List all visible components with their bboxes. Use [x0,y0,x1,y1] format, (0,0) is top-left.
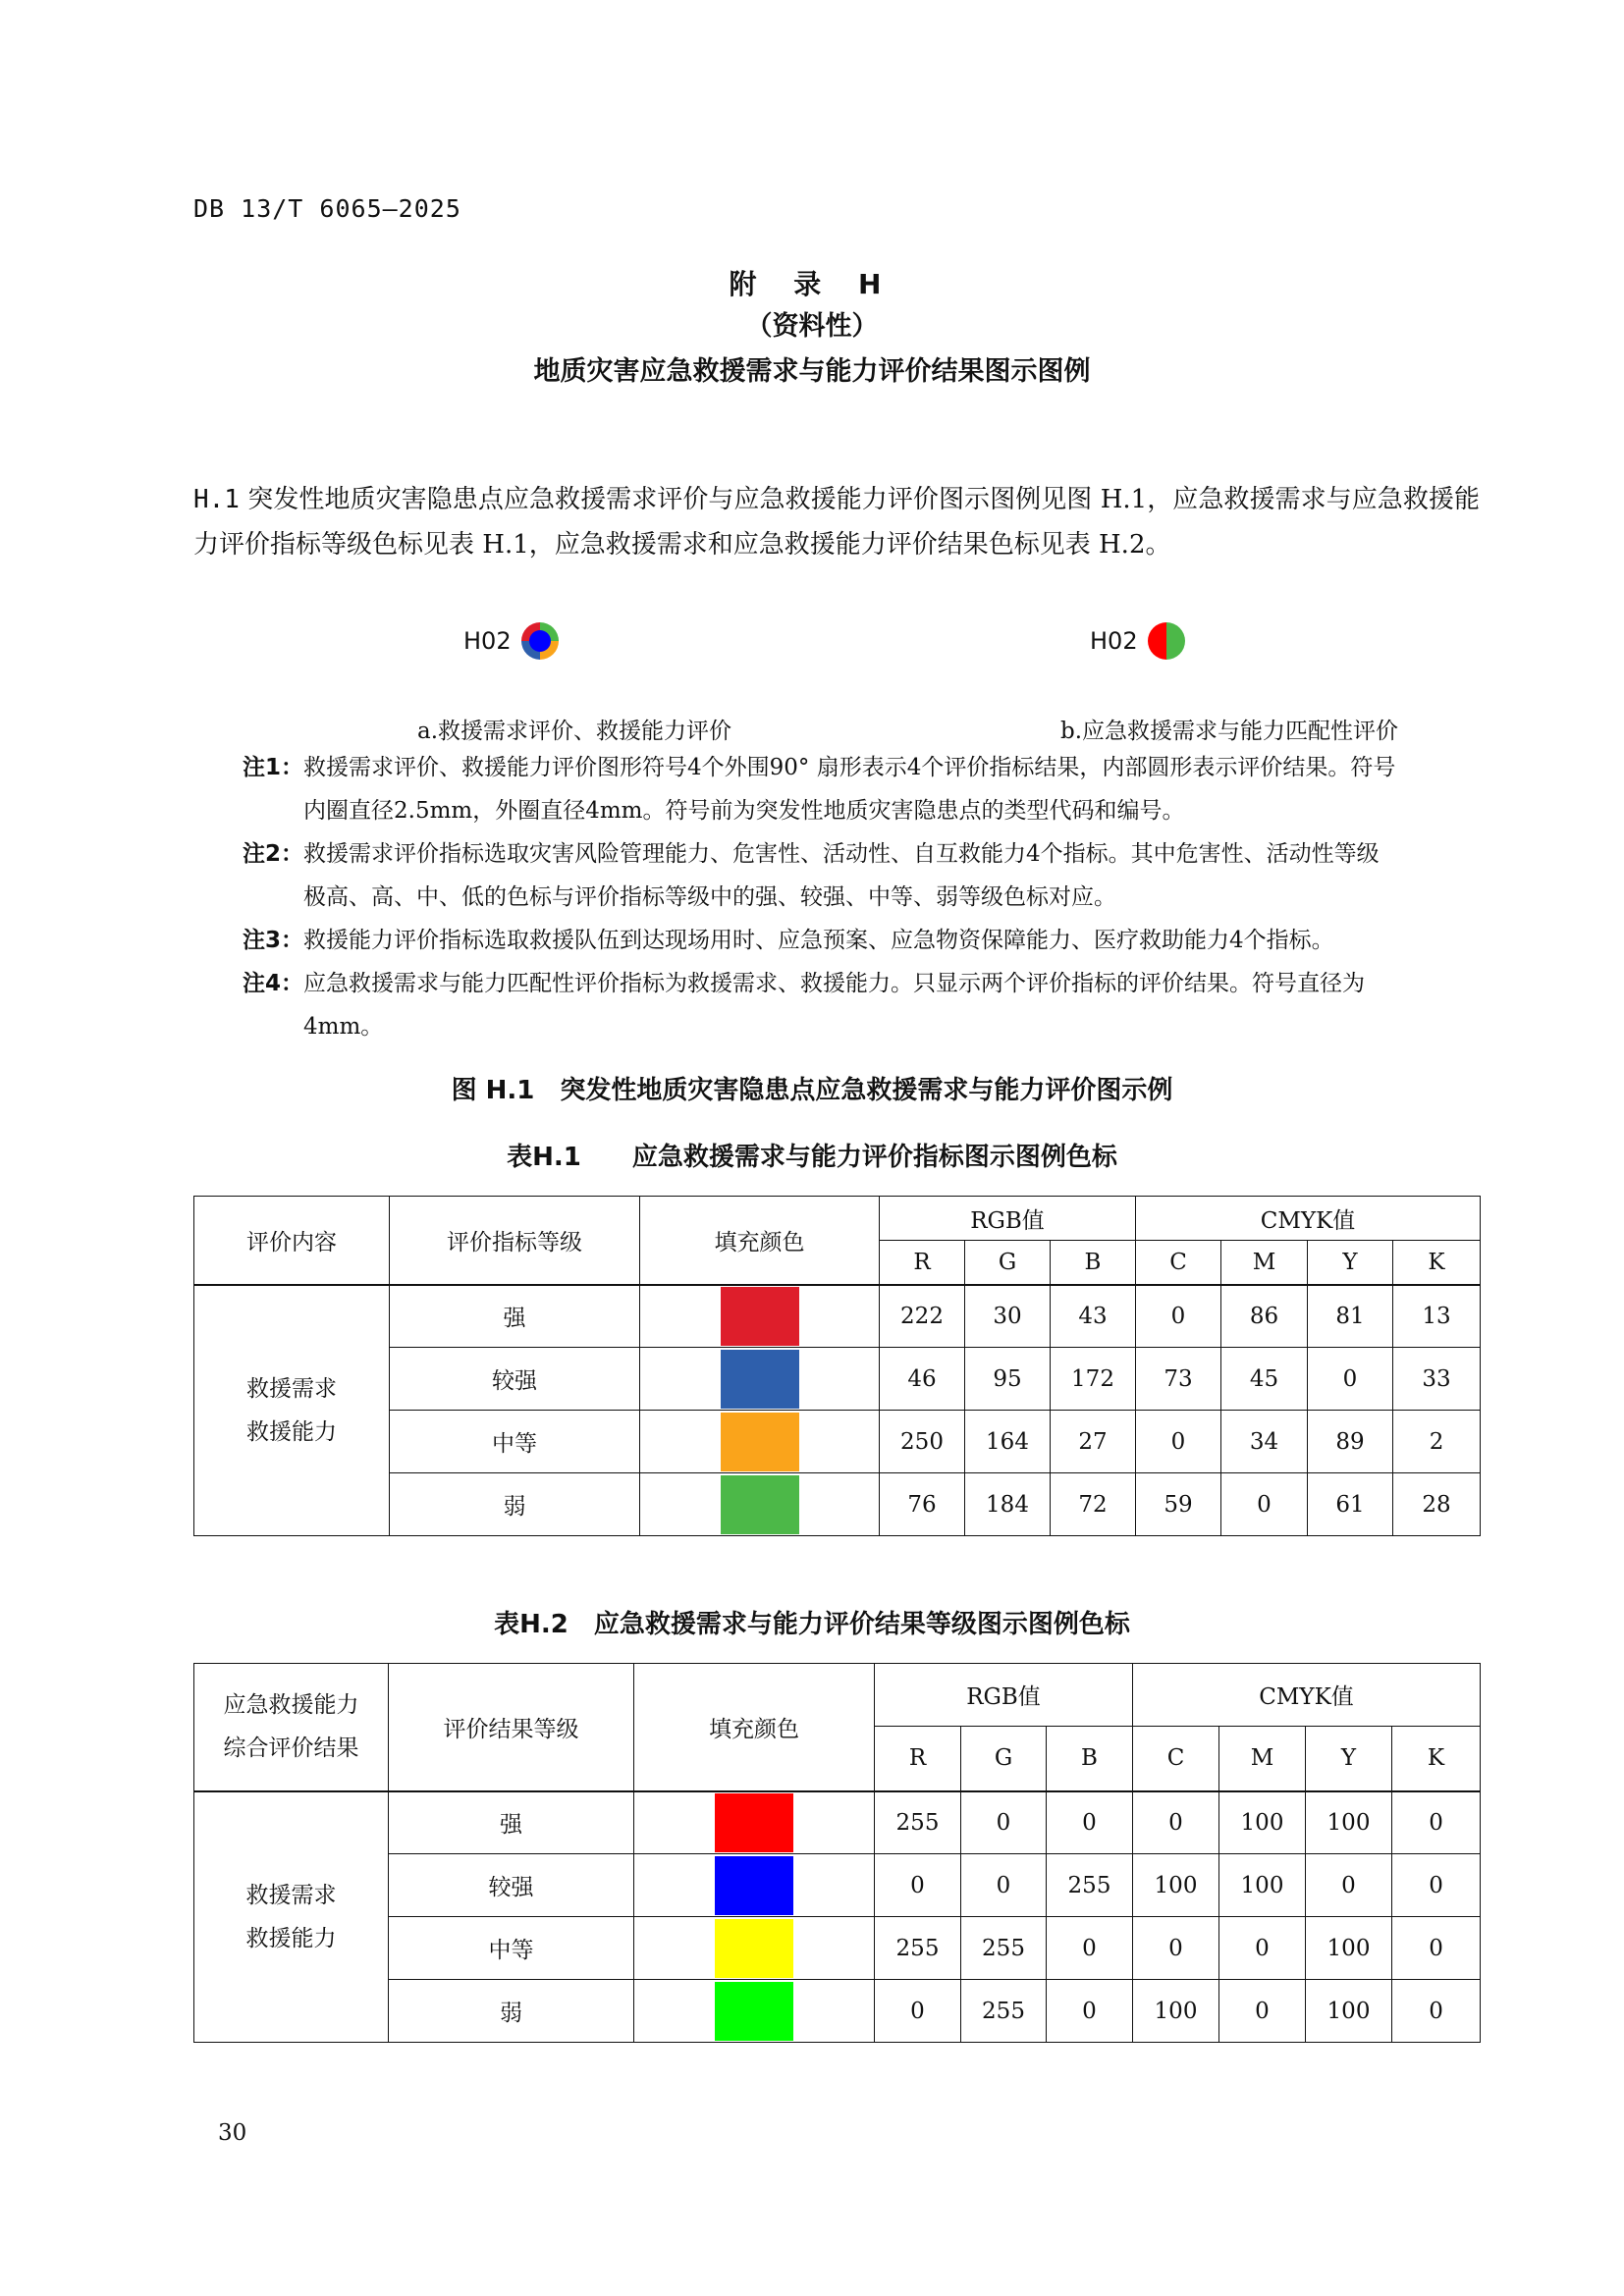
header-b: B [1047,1727,1133,1791]
symbol-a [463,620,561,662]
color-swatch [721,1350,799,1409]
level-cell: 强 [390,1285,640,1348]
y-cell: 0 [1306,1854,1392,1917]
header-g: G [965,1241,1051,1285]
color-swatch [721,1413,799,1471]
note-continuation: 4mm。 [303,1014,384,1040]
b-cell: 0 [1047,1791,1133,1854]
b-cell: 0 [1047,1980,1133,2043]
header-fill: 填充颜色 [634,1664,875,1791]
section-h1-paragraph [193,477,1480,567]
header-content: 评价内容 [194,1197,390,1285]
r-cell: 0 [875,1980,961,2043]
half-circle-icon [1146,620,1187,662]
g-cell: 0 [961,1854,1047,1917]
header-c: C [1136,1241,1221,1285]
table-row [194,1791,1481,1854]
m-cell: 100 [1219,1791,1306,1854]
c-cell: 100 [1133,1980,1219,2043]
y-cell: 89 [1308,1411,1393,1473]
r-cell: 255 [875,1791,961,1854]
color-swatch [721,1287,799,1346]
symbol-b [1090,620,1187,662]
note-4 [243,962,1480,1048]
header-fill: 填充颜色 [640,1197,880,1285]
group-label-line: 救援需求 [246,1375,337,1402]
r-cell: 250 [880,1411,965,1473]
group-label [194,1791,389,2043]
g-cell: 30 [965,1285,1051,1348]
header-content-line: 综合评价结果 [223,1735,359,1762]
g-cell: 164 [965,1411,1051,1473]
y-cell: 100 [1306,1791,1392,1854]
fill-cell [640,1473,880,1536]
fill-cell [640,1411,880,1473]
document-code: DB 13/T 6065—2025 [193,194,461,223]
header-content-line: 应急救援能力 [223,1692,359,1719]
header-y: Y [1308,1241,1393,1285]
note-label: 注2： [243,841,304,867]
r-cell: 222 [880,1285,965,1348]
k-cell: 0 [1392,1854,1481,1917]
header-rgb: RGB值 [880,1197,1136,1241]
group-label [194,1285,390,1536]
b-cell: 172 [1051,1348,1136,1411]
table1 [193,1196,1481,1536]
y-cell: 61 [1308,1473,1393,1536]
table-row [194,1285,1481,1348]
m-cell: 86 [1221,1285,1308,1348]
table2-title: 表H.2 应急救援需求与能力评价结果等级图示图例色标 [494,1610,1130,1639]
page-number: 30 [218,2120,247,2146]
k-cell: 0 [1392,1980,1481,2043]
k-cell: 13 [1393,1285,1481,1348]
level-cell: 弱 [389,1980,634,2043]
group-label-line: 救援需求 [245,1882,337,1908]
level-cell: 弱 [390,1473,640,1536]
header-b: B [1051,1241,1136,1285]
m-cell: 0 [1219,1917,1306,1980]
header-level: 评价结果等级 [389,1664,634,1791]
g-cell: 0 [961,1791,1047,1854]
c-cell: 73 [1136,1348,1221,1411]
note-label: 注1： [243,755,304,780]
header-m: M [1219,1727,1306,1791]
color-swatch [715,1919,793,1978]
fill-cell [634,1791,875,1854]
right-half [1166,622,1185,660]
header-k: K [1393,1241,1481,1285]
appendix-nature: （资料性） [745,311,879,342]
section-text: 突发性地质灾害隐患点应急救援需求评价与应急救援能力评价图示图例见图 H.1，应急救援需求与应急救援能力评价指标等级色标见表 H.1，应急救援需求和应急救援能力评价结果色标见表 H.2。 [193,485,1480,560]
figure-title: 图 H.1 突发性地质灾害隐患点应急救援需求与能力评价图示例 [451,1076,1173,1105]
c-cell: 0 [1133,1791,1219,1854]
appendix-title: 附 录 H [729,268,895,300]
g-cell: 184 [965,1473,1051,1536]
quadrant-circle-icon [519,620,561,662]
r-cell: 0 [875,1854,961,1917]
header-cmyk: CMYK值 [1133,1664,1481,1727]
header-k: K [1392,1727,1481,1791]
note-text: 应急救援需求与能力匹配性评价指标为救援需求、救援能力。只显示两个评价指标的评价结果。符号直径为 [303,971,1366,996]
note-text: 救援需求评价指标选取灾害风险管理能力、危害性、活动性、自互救能力4个指标。其中危害性、活动性等级 [303,841,1380,867]
k-cell: 33 [1393,1348,1481,1411]
appendix-heading: 地质灾害应急救援需求与能力评价结果图示图例 [533,356,1091,387]
left-half [1148,622,1166,660]
k-cell: 2 [1393,1411,1481,1473]
header-m: M [1221,1241,1308,1285]
note-text: 救援能力评价指标选取救援队伍到达现场用时、应急预案、应急物资保障能力、医疗救助能力4个指标。 [303,928,1334,953]
k-cell: 0 [1392,1791,1481,1854]
color-swatch [715,1856,793,1915]
m-cell: 0 [1219,1980,1306,2043]
inner-result-circle [529,630,551,652]
g-cell: 255 [961,1917,1047,1980]
color-swatch [715,1982,793,2041]
table2 [193,1663,1481,2043]
note-label: 注3： [243,928,304,953]
fill-cell [634,1980,875,2043]
table1-title: 表H.1 应急救援需求与能力评价指标图示图例色标 [507,1143,1117,1172]
m-cell: 100 [1219,1854,1306,1917]
y-cell: 100 [1306,1980,1392,2043]
b-cell: 72 [1051,1473,1136,1536]
m-cell: 45 [1221,1348,1308,1411]
group-label-line: 救援能力 [245,1925,337,1951]
note-2 [243,832,1480,919]
m-cell: 34 [1221,1411,1308,1473]
color-swatch [715,1793,793,1852]
b-cell: 255 [1047,1854,1133,1917]
b-cell: 43 [1051,1285,1136,1348]
y-cell: 0 [1308,1348,1393,1411]
c-cell: 0 [1136,1285,1221,1348]
c-cell: 0 [1133,1917,1219,1980]
note-3 [243,919,1480,962]
k-cell: 28 [1393,1473,1481,1536]
fill-cell [634,1917,875,1980]
header-content [194,1664,389,1791]
r-cell: 46 [880,1348,965,1411]
section-number: H.1 [193,485,240,514]
c-cell: 100 [1133,1854,1219,1917]
y-cell: 100 [1306,1917,1392,1980]
note-text: 救援需求评价、救援能力评价图形符号4个外围90° 扇形表示4个评价指标结果，内部圆形表示评价结果。符号 [303,755,1396,780]
r-cell: 255 [875,1917,961,1980]
fill-cell [640,1285,880,1348]
note-continuation: 内圈直径2.5mm，外圈直径4mm。符号前为突发性地质灾害隐患点的类型代码和编号。 [303,798,1185,824]
level-cell: 较强 [390,1348,640,1411]
c-cell: 0 [1136,1411,1221,1473]
header-r: R [875,1727,961,1791]
header-y: Y [1306,1727,1392,1791]
note-1 [243,746,1480,832]
fill-cell [634,1854,875,1917]
header-cmyk: CMYK值 [1136,1197,1481,1241]
symbol-b-label: H02 [1090,627,1138,655]
header-rgb: RGB值 [875,1664,1133,1727]
level-cell: 中等 [390,1411,640,1473]
group-label-line: 救援能力 [246,1418,337,1445]
level-cell: 强 [389,1791,634,1854]
level-cell: 中等 [389,1917,634,1980]
b-cell: 0 [1047,1917,1133,1980]
y-cell: 81 [1308,1285,1393,1348]
k-cell: 0 [1392,1917,1481,1980]
caption-a: a.救援需求评价、救援能力评价 [417,719,732,744]
symbol-a-label: H02 [463,627,512,655]
fill-cell [640,1348,880,1411]
b-cell: 27 [1051,1411,1136,1473]
g-cell: 95 [965,1348,1051,1411]
caption-b: b.应急救援需求与能力匹配性评价 [1060,719,1399,744]
color-swatch [721,1475,799,1534]
header-g: G [961,1727,1047,1791]
note-label: 注4： [243,971,304,996]
c-cell: 59 [1136,1473,1221,1536]
header-level: 评价指标等级 [390,1197,640,1285]
r-cell: 76 [880,1473,965,1536]
g-cell: 255 [961,1980,1047,2043]
header-c: C [1133,1727,1219,1791]
level-cell: 较强 [389,1854,634,1917]
m-cell: 0 [1221,1473,1308,1536]
note-continuation: 极高、高、中、低的色标与评价指标等级中的强、较强、中等、弱等级色标对应。 [303,884,1116,910]
header-r: R [880,1241,965,1285]
